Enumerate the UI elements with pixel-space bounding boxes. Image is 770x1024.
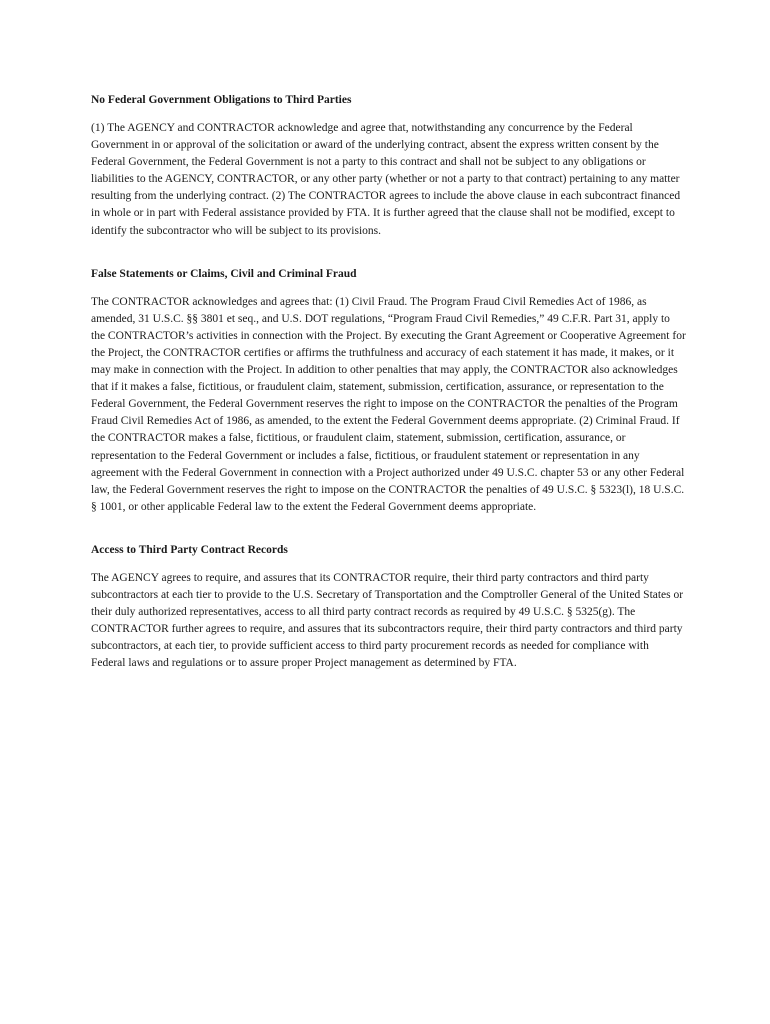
section-contract-records	[91, 542, 686, 673]
section-third-party-obligations	[91, 92, 686, 240]
section-heading: Access to Third Party Contract Records	[91, 543, 288, 556]
section-heading: No Federal Government Obligations to Third Parties	[91, 94, 352, 106]
section-heading: False Statements or Claims, Civil and Criminal Fraud	[91, 267, 357, 280]
section-false-statements	[91, 266, 686, 516]
document-content	[91, 92, 686, 672]
section-paragraph: The CONTRACTOR acknowledges and agrees that: (1) Civil Fraud. The Program Fraud Civil Remedies Act of 1986, as amended, 31 U.S.C. §§ 3801 et seq., and U.S. DOT regulations, “Program Fraud Civil Remedies,” 49 C.F.R. Part 31, apply to the CONTRACTOR’s activities in connection with the Project. By executing the Grant Agreement or Cooperative Agreement for the Project, the CONTRACTOR certifies or affirms the truthfulness and accuracy of each statement it has made, it makes, or it may make in connection with the Project. In addition to other penalties that may apply, the CONTRACTOR also acknowledges that if it makes a false, fictitious, or fraudulent claim, statement, submission, certification, assurance, or representation to the Federal Government, the Federal Government reserves the right to impose on the CONTRACTOR the penalties of the Program Fraud Civil Remedies Act of 1986, as amended, to the extent the Federal Government deems appropriate. (2) Criminal Fraud. If the CONTRACTOR makes a false, fictitious, or fraudulent claim, statement, submission, certification, assurance, or representation to the Federal Government or includes a false, fictitious, or fraudulent statement or representation in any agreement with the Federal Government in connection with a Project authorized under 49 U.S.C. chapter 53 or any other Federal law, the Federal Government reserves the right to impose on the CONTRACTOR the penalties of 49 U.S.C. § 5323(l), 18 U.S.C. § 1001, or other applicable Federal law to the extent the Federal Government deems appropriate.	[91, 295, 686, 513]
section-paragraph: (1) The AGENCY and CONTRACTOR acknowledge and agree that, notwithstanding any concurrence by the Federal Government in or approval of the solicitation or award of the underlying contract, absent the express written consent by the Federal Government, the Federal Government is not a party to this contract and shall not be subject to any obligations or liabilities to the AGENCY, CONTRACTOR, or any other party (whether or not a party to that contract) pertaining to any matter resulting from the underlying contract. (2) The CONTRACTOR agrees to include the above clause in each subcontract financed in whole or in part with Federal assistance provided by FTA. It is further agreed that the clause shall not be modified, except to identify the subcontractor who will be subject to its provisions.	[91, 122, 681, 237]
section-paragraph: The AGENCY agrees to require, and assures that its CONTRACTOR require, their third party contractors and third party subcontractors at each tier to provide to the U.S. Secretary of Transportation and the Comptroller General of the United States or their duly authorized representatives, access to all third party contract records as required by 49 U.S.C. § 5325(g). The CONTRACTOR further agrees to require, and assures that its subcontractors require, their third party contractors and third party subcontractors, at each tier, to provide sufficient access to third party procurement records as needed for compliance with Federal laws and regulations or to assure proper Project management as determined by FTA.	[91, 571, 684, 670]
